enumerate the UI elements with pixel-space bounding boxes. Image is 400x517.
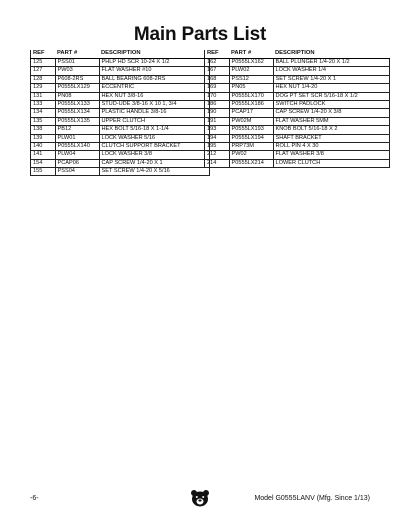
- table-row: [31, 100, 210, 108]
- cell-part-number: PLW02: [229, 67, 273, 75]
- cell-description: FLAT WASHER #10: [99, 67, 209, 75]
- table-row: [31, 84, 210, 92]
- cell-ref: 186: [205, 100, 230, 108]
- page-title: Main Parts List: [133, 24, 267, 45]
- cell-description: HEX NUT 1/4-20: [273, 84, 389, 92]
- cell-ref: 155: [31, 168, 56, 176]
- table-row: [31, 109, 210, 117]
- table-row: [205, 84, 390, 92]
- cell-ref: 127: [31, 67, 56, 75]
- cell-description: PHLP HD SCR 10-24 X 1/2: [99, 59, 209, 67]
- cell-description: SET SCREW 1/4-20 X 5/16: [99, 168, 209, 176]
- column-header-part: PART #: [229, 50, 273, 59]
- cell-ref: 140: [31, 142, 56, 150]
- table-row: [31, 151, 210, 159]
- cell-ref: 170: [205, 92, 230, 100]
- cell-ref: 125: [31, 59, 56, 67]
- table-row: [205, 75, 390, 83]
- cell-part-number: PSS04: [55, 168, 99, 176]
- table-row: [205, 109, 390, 117]
- cell-part-number: PW02M: [229, 117, 273, 125]
- cell-ref: 162: [205, 59, 230, 67]
- cell-part-number: PCAP06: [55, 159, 99, 167]
- cell-part-number: PCAP17: [229, 109, 273, 117]
- cell-ref: 168: [205, 75, 230, 83]
- cell-part-number: P0555LX193: [229, 126, 273, 134]
- table-row: [31, 92, 210, 100]
- table-row: [31, 75, 210, 83]
- cell-part-number: P608-2RS: [55, 75, 99, 83]
- cell-part-number: P0555LX186: [229, 100, 273, 108]
- cell-part-number: PW03: [55, 67, 99, 75]
- table-row: [31, 126, 210, 134]
- cell-ref: 214: [205, 159, 230, 167]
- cell-part-number: P0555LX194: [229, 134, 273, 142]
- cell-ref: 195: [205, 142, 230, 150]
- table-header-row: [31, 50, 210, 59]
- cell-ref: 190: [205, 109, 230, 117]
- column-header-part: PART #: [55, 50, 99, 59]
- table-row: [205, 142, 390, 150]
- cell-description: LOWER CLUTCH: [273, 159, 389, 167]
- cell-description: SHAFT BRACKET: [273, 134, 389, 142]
- table-row: [205, 151, 390, 159]
- cell-part-number: P0555LX140: [55, 142, 99, 150]
- cell-description: SET SCREW 1/4-20 X 1: [273, 75, 389, 83]
- table-row: [31, 117, 210, 125]
- cell-ref: 128: [31, 75, 56, 83]
- cell-description: HEX NUT 3/8-16: [99, 92, 209, 100]
- cell-description: KNOB BOLT 5/16-18 X 2: [273, 126, 389, 134]
- cell-description: FLAT WASHER 5MM: [273, 117, 389, 125]
- cell-ref: 134: [31, 109, 56, 117]
- cell-part-number: PW02: [229, 151, 273, 159]
- table-row: [31, 67, 210, 75]
- cell-part-number: P0555LX135: [55, 117, 99, 125]
- cell-ref: 191: [205, 117, 230, 125]
- cell-description: LOCK WASHER 3/8: [99, 151, 209, 159]
- column-header-description: DESCRIPTION: [99, 50, 209, 59]
- cell-part-number: PSS12: [229, 75, 273, 83]
- table-row: [31, 168, 210, 176]
- table-row: [205, 100, 390, 108]
- cell-part-number: PN05: [229, 84, 273, 92]
- cell-description: STUD-UDE 3/8-16 X 10 1, 3/4: [99, 100, 209, 108]
- table-row: [205, 59, 390, 67]
- cell-ref: 129: [31, 84, 56, 92]
- cell-part-number: P0555LX133: [55, 100, 99, 108]
- cell-part-number: P0555LX134: [55, 109, 99, 117]
- cell-ref: 212: [205, 151, 230, 159]
- cell-description: CLUTCH SUPPORT BRACKET: [99, 142, 209, 150]
- table-row: [31, 59, 210, 67]
- cell-description: BALL PLUNGER 1/4-20 X 1/2: [273, 59, 389, 67]
- cell-ref: 139: [31, 134, 56, 142]
- column-header-ref: REF: [205, 50, 230, 59]
- cell-part-number: P0555LX162: [229, 59, 273, 67]
- column-header-description: DESCRIPTION: [273, 50, 389, 59]
- cell-ref: 141: [31, 151, 56, 159]
- cell-description: PLASTIC HANDLE 3/8-16: [99, 109, 209, 117]
- cell-ref: 131: [31, 92, 56, 100]
- cell-description: HEX BOLT 5/16-18 X 1-1/4: [99, 126, 209, 134]
- cell-description: BALL BEARING 608-2RS: [99, 75, 209, 83]
- cell-description: SWITCH PADLOCK: [273, 100, 389, 108]
- cell-description: DOG PT SET SCR 5/16-18 X 1/2: [273, 92, 389, 100]
- table-row: [205, 134, 390, 142]
- parts-table-left: [30, 50, 210, 176]
- cell-ref: 194: [205, 134, 230, 142]
- cell-description: LOCK WASHER 1/4: [273, 67, 389, 75]
- cell-ref: 167: [205, 67, 230, 75]
- cell-part-number: PSS01: [55, 59, 99, 67]
- cell-description: CAP SCREW 1/4-20 X 3/8: [273, 109, 389, 117]
- table-row: [205, 67, 390, 75]
- cell-description: ROLL PIN 4 X 30: [273, 142, 389, 150]
- cell-ref: 169: [205, 84, 230, 92]
- cell-ref: 133: [31, 100, 56, 108]
- cell-description: CAP SCREW 1/4-20 X 1: [99, 159, 209, 167]
- cell-description: LOCK WASHER 5/16: [99, 134, 209, 142]
- cell-ref: 193: [205, 126, 230, 134]
- cell-part-number: PN08: [55, 92, 99, 100]
- model-info: Model G0555LANV (Mfg. Since 1/13): [254, 495, 370, 502]
- cell-ref: 138: [31, 126, 56, 134]
- table-header-row: [205, 50, 390, 59]
- table-row: [31, 159, 210, 167]
- cell-ref: 135: [31, 117, 56, 125]
- cell-part-number: P0555LX214: [229, 159, 273, 167]
- cell-part-number: PB12: [55, 126, 99, 134]
- table-row: [205, 159, 390, 167]
- cell-ref: 154: [31, 159, 56, 167]
- table-row: [205, 117, 390, 125]
- parts-table-right: [204, 50, 390, 168]
- table-row: [31, 134, 210, 142]
- cell-part-number: P0555LX129: [55, 84, 99, 92]
- column-header-ref: REF: [31, 50, 56, 59]
- page-number: -6-: [30, 495, 39, 502]
- cell-part-number: PLW01: [55, 134, 99, 142]
- cell-description: UPPER CLUTCH: [99, 117, 209, 125]
- cell-description: FLAT WASHER 3/8: [273, 151, 389, 159]
- cell-description: ECCENTRIC: [99, 84, 209, 92]
- cell-part-number: PLW04: [55, 151, 99, 159]
- bear-head-logo-icon: [190, 489, 210, 507]
- cell-part-number: P0555LX170: [229, 92, 273, 100]
- table-row: [205, 92, 390, 100]
- table-row: [205, 126, 390, 134]
- table-row: [31, 142, 210, 150]
- cell-part-number: PRP73M: [229, 142, 273, 150]
